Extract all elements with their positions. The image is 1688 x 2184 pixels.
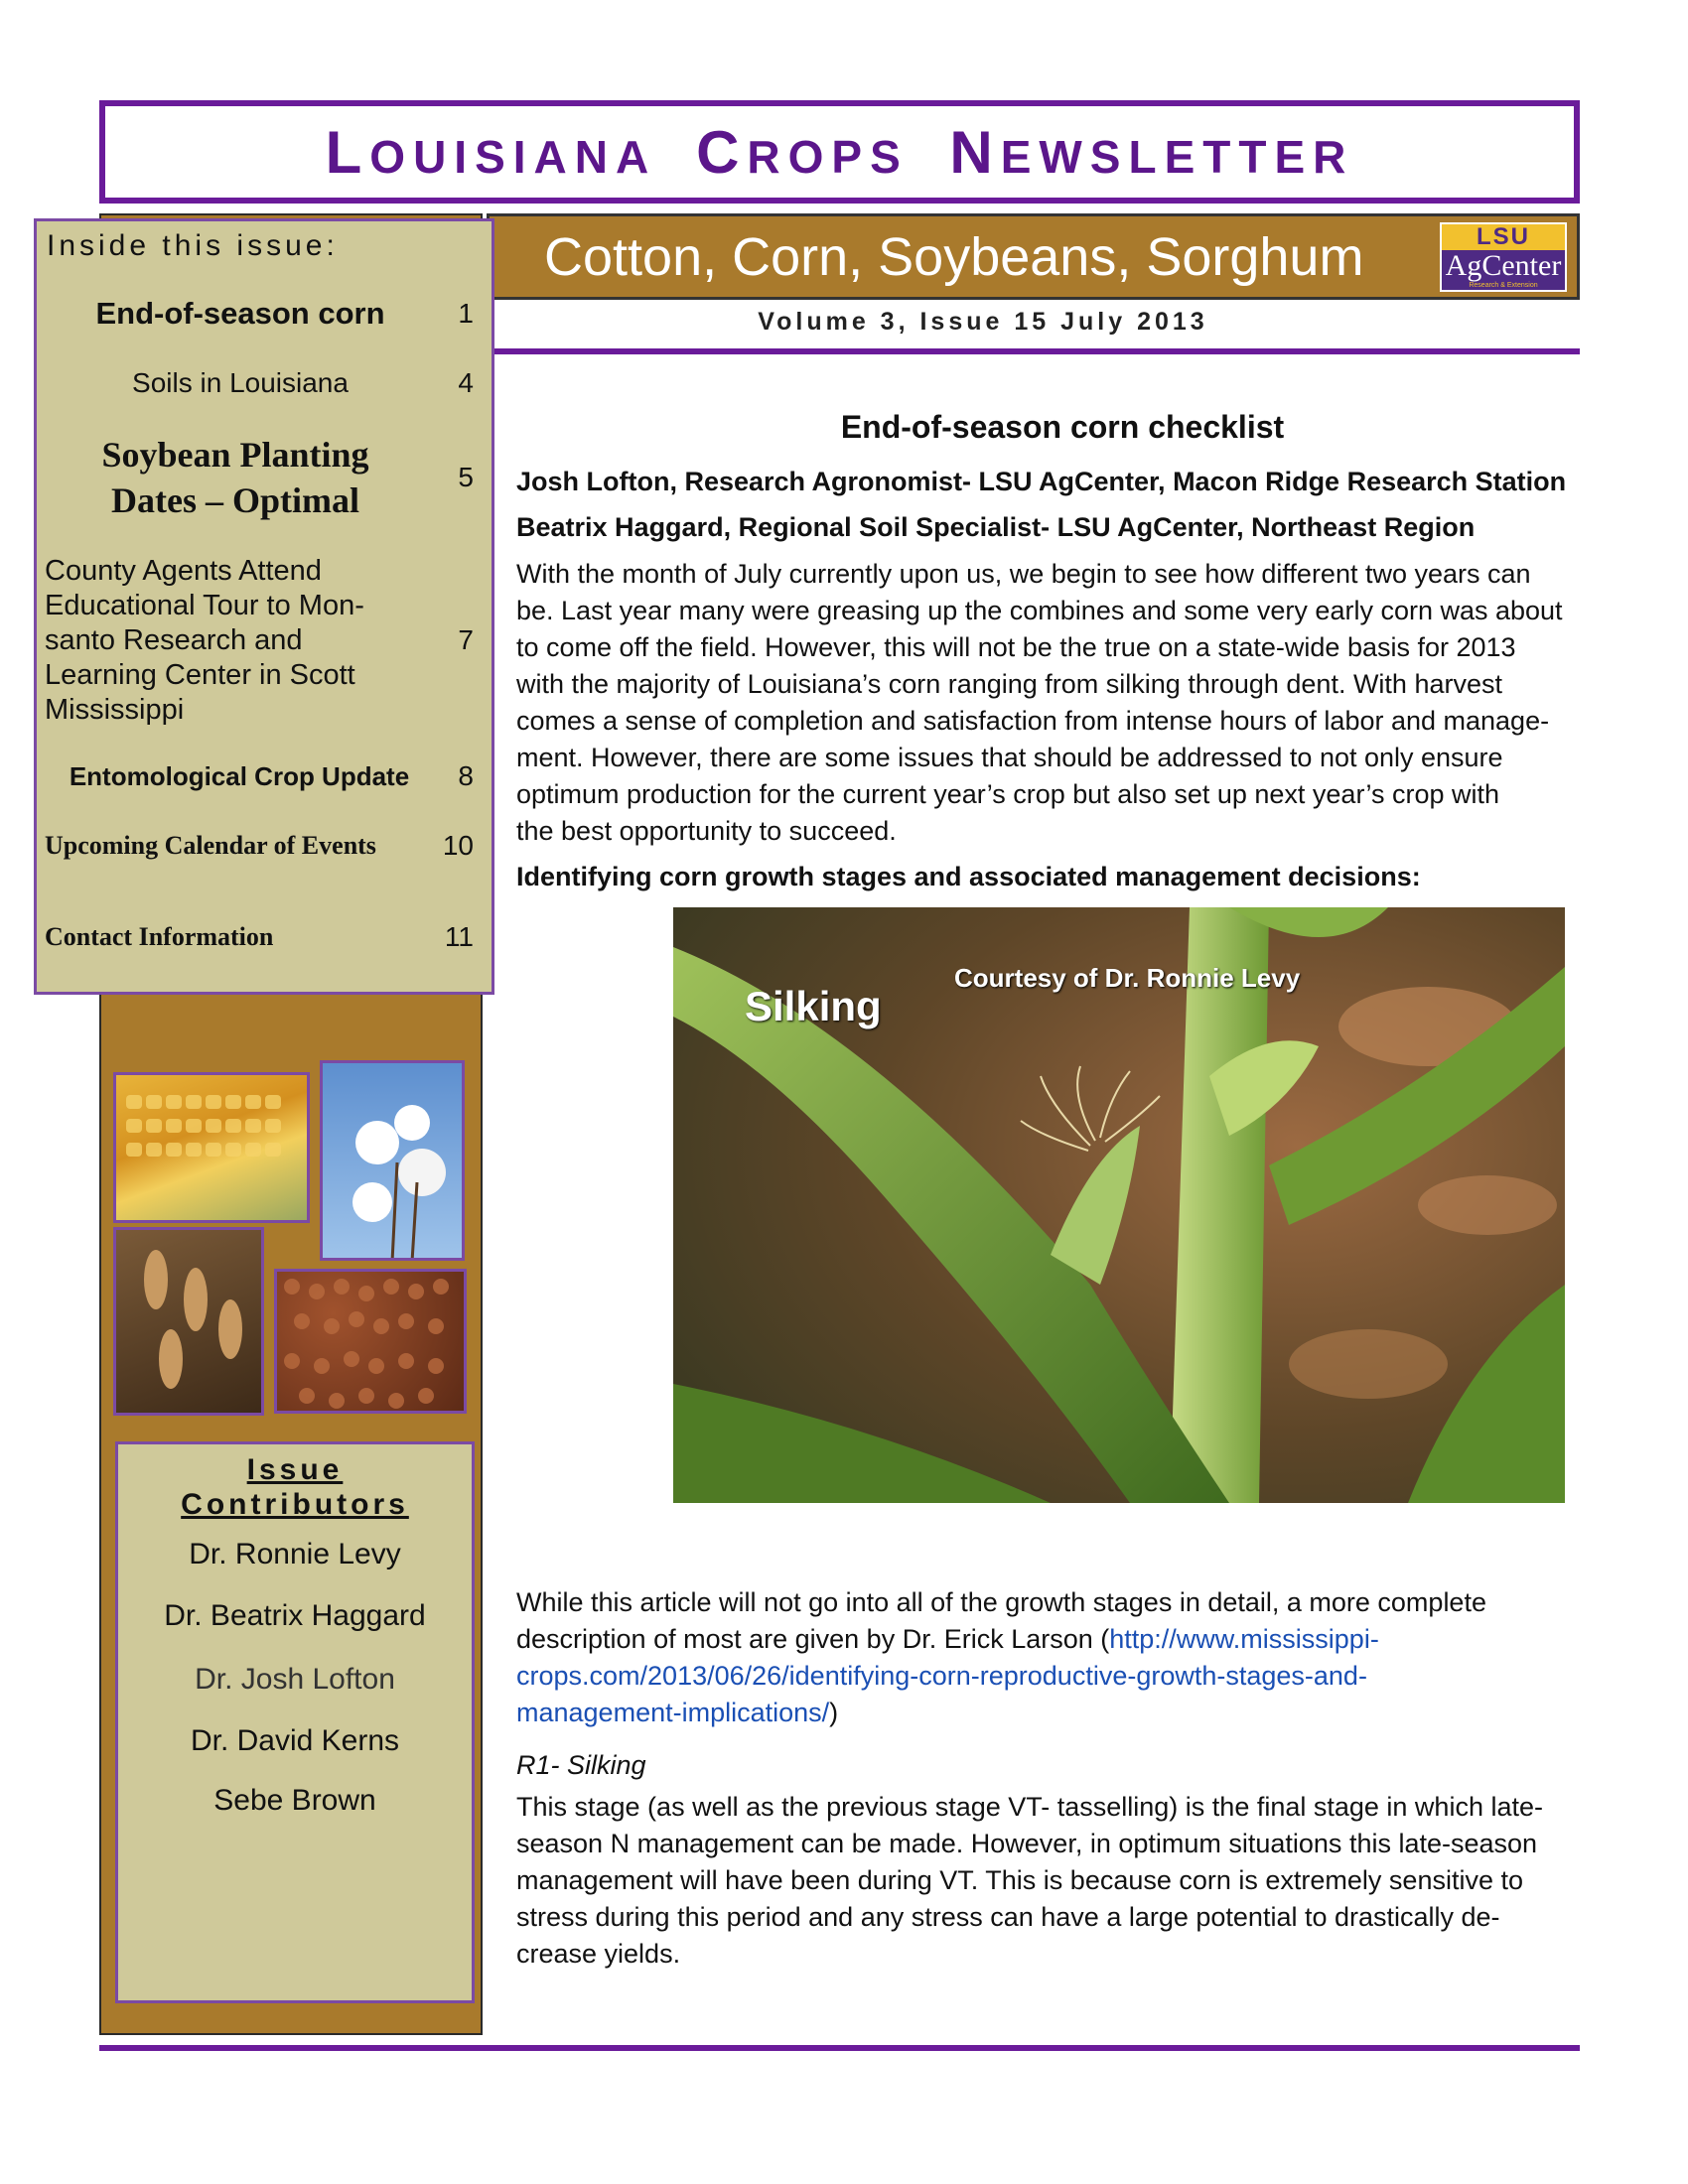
lsu-agcenter-logo: LSU AgCenter Research & Extension — [1440, 222, 1567, 292]
soybean-image — [113, 1227, 264, 1416]
photo-credit: Courtesy of Dr. Ronnie Levy — [954, 963, 1301, 993]
volume-issue: Volume 3, Issue 15 July 2013 — [758, 308, 1208, 336]
photo-label-silking: Silking — [745, 983, 882, 1029]
silking-photo — [673, 907, 1565, 1503]
sorghum-grains — [277, 1272, 467, 1414]
crops-list: Cotton, Corn, Soybeans, Sorghum — [544, 227, 1364, 287]
larson-link[interactable]: management-implications/ — [516, 1698, 830, 1727]
silking-paragraph: This stage (as well as the previous stage VT- tasselling) is the final stage in which late- season N management can be made. However, in optimum situations this late-season management will have been during VT. This is because corn is extremely sensitive to stress during this period and any stress can have a large potential to drastically de- crease yields. — [516, 1792, 1543, 1969]
table-of-contents — [34, 218, 494, 995]
sorghum-image — [274, 1269, 467, 1414]
issue-contributors — [115, 1441, 475, 2003]
toc-item[interactable]: Upcoming Calendar of Events 10 — [45, 830, 474, 861]
toc-heading: Inside this issue: — [47, 229, 339, 262]
toc-item[interactable]: Soils in Louisiana 4 — [132, 367, 474, 398]
cotton-bolls — [323, 1063, 465, 1261]
corn-kernels — [116, 1075, 310, 1223]
stage-heading: R1- Silking — [516, 1750, 646, 1780]
toc-item[interactable]: Entomological Crop Update 8 — [69, 760, 474, 791]
article-title: End-of-season corn checklist — [840, 409, 1285, 445]
byline-author2: Beatrix Haggard, Regional Soil Specialist- LSU AgCenter, Northeast Region — [516, 512, 1476, 542]
toc-item[interactable]: End-of-season corn 1 — [95, 296, 474, 331]
section-subheading: Identifying corn growth stages and associated management decisions: — [516, 862, 1421, 891]
corn-image — [113, 1072, 310, 1223]
soybean-pods — [116, 1230, 264, 1416]
intro-paragraph: With the month of July currently upon us, we begin to see how different two years can be. Last year many were greasing up the combines and some very early corn was about to come off the field. However, this will not be the true on a state-wide basis for 2013 with the majority of Louisiana’s corn ranging from silking through dent. With harvest comes a sense of completion and satisfaction from intense hours of labor and manage- ment. However, there are some issues that should be addressed to not only ensure optimum production for the current year’s crop but also set up next year’s crop with the best opportunity to succeed. — [516, 559, 1563, 846]
larson-link[interactable]: crops.com/2013/06/26/identifying-corn-reproductive-growth-stages-and- — [516, 1661, 1367, 1691]
masthead — [99, 100, 1580, 204]
byline-author1: Josh Lofton, Research Agronomist- LSU AgCenter, Macon Ridge Research Station — [516, 467, 1567, 496]
toc-item[interactable]: County Agents Attend Educational Tour to Mon-santo Research and Learning Center in Scott Mississippi 7 — [45, 554, 474, 726]
contributor-name: Dr. Josh Lofton — [195, 1663, 395, 1696]
contributor-name: Dr. Ronnie Levy — [189, 1538, 401, 1570]
footer-rule — [99, 2045, 1580, 2051]
crops-banner — [487, 213, 1580, 300]
larson-link[interactable]: http://www.mississippi- — [1109, 1624, 1379, 1654]
growth-stages-paragraph: While this article will not go into all of the growth stages in detail, a more complete description of most are given by Dr. Erick Larson (http://www.mississippi- crops.com/2013/06/26/identifying-corn-reproductive-growth-stages-and- management-implications/) — [516, 1587, 1486, 1727]
contributor-name: Sebe Brown — [213, 1784, 376, 1817]
cotton-image — [320, 1060, 465, 1261]
contributor-name: Dr. David Kerns — [190, 1724, 400, 1757]
newsletter-title: LOUISIANA CROPS NEWSLETTER — [325, 118, 1354, 186]
contributor-name: Dr. Beatrix Haggard — [164, 1599, 426, 1632]
contributors-heading: Issue Contributors — [181, 1453, 409, 1521]
toc-item[interactable]: Contact Information 11 — [45, 921, 474, 952]
toc-item[interactable]: Soybean Planting Dates – Optimal 5 — [101, 435, 474, 520]
header-rule — [487, 348, 1580, 354]
